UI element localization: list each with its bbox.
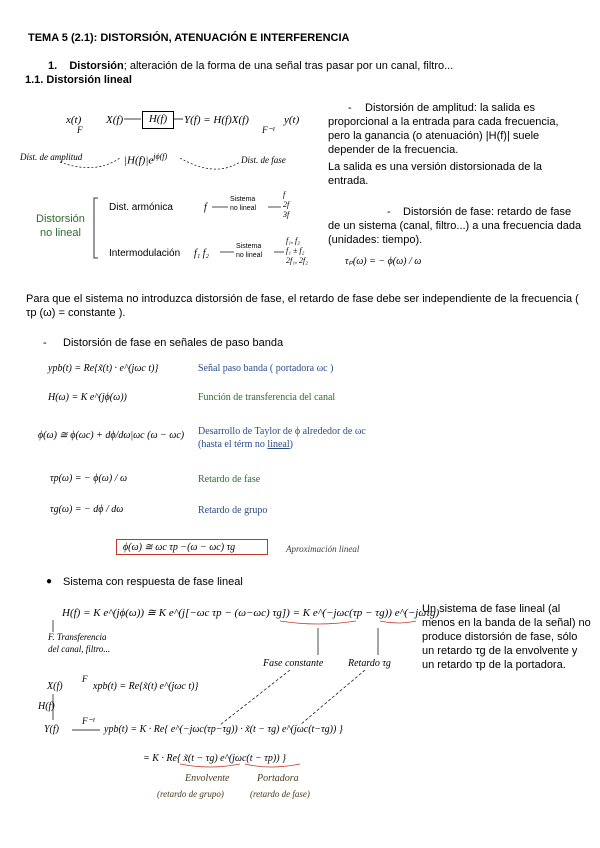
approx-box: ϕ(ω) ≅ ωc τp −(ω − ωc) τg [116, 539, 268, 555]
amp-text: Distorsión de amplitud: la salida es proporcional a la entrada para cada frecuencia, pero la ganancia (o atenuación) |H(f)| suele depender de la frecuencia. [328, 102, 559, 156]
sistema-label-2: Sistema [236, 243, 262, 250]
int-out-2: f₁ ± f₂ [286, 246, 305, 255]
sistema-label-1: Sistema [230, 196, 256, 203]
envolvente-sub: (retardo de grupo) [157, 789, 224, 799]
f-transform-label: F [77, 125, 83, 135]
dash-link-1 [220, 670, 290, 725]
Xf-label: X(f) [106, 114, 124, 126]
arm-out-3: 3f [283, 210, 290, 219]
phi-exponent: jϕ(f) [153, 152, 168, 161]
int-input-f1f2: f₁ f₂ [194, 248, 210, 259]
lp-ypb2: = K · Re{ x̃(t − τg) e^(jωc(t − τp)) } [143, 753, 287, 764]
no-lineal-label-2: no lineal [236, 252, 263, 259]
ft-label-2: del canal, filtro... [48, 644, 111, 654]
phase-formula: τₚ(ω) = − ϕ(ω) / ω [345, 256, 422, 267]
arm-out-1: f [283, 190, 286, 199]
lp-lines [53, 620, 378, 730]
H-magnitude: |H(f)|e [124, 154, 154, 167]
phase-curve [180, 158, 240, 169]
desc-taylor-1: Desarrollo de Taylor de ϕ alrededor de ωc [198, 426, 366, 437]
lp-F: F [82, 674, 88, 684]
lp-Yf: Y(f) [44, 724, 59, 735]
section-number: 1. [48, 60, 58, 72]
output-eq: Y(f) = H(f)X(f) [184, 114, 249, 126]
envolvente-label: Envolvente [185, 773, 230, 784]
f-inverse-label: F⁻¹ [262, 125, 275, 135]
no-lineal-line1: Distorsión [36, 213, 85, 225]
page-title: TEMA 5 (2.1): DISTORSIÓN, ATENUACIÓN E INTERFERENCIA [28, 32, 350, 44]
xt-label: x(t) [66, 114, 82, 126]
int-out-1: f₁, f₂ [286, 236, 301, 245]
amp-dash: - [348, 102, 352, 114]
passband-heading: Distorsión de fase en señales de paso banda [63, 337, 284, 349]
int-out-3: 2f₁, 2f₂ [286, 256, 309, 265]
dash-link-2 [300, 670, 365, 725]
ft-label-1: F. Transferencia [48, 632, 107, 642]
desc-H: Función de transferencia del canal [198, 392, 336, 403]
eq-ypb: ypb(t) = Re{x̃(t) · e^(jωc t)} [48, 363, 159, 374]
desc-taylor-2u: lineal [267, 439, 290, 450]
section-definition-text: ; alteración de la forma de una señal tras pasar por un canal, filtro... [123, 60, 454, 72]
desc-taylor-2a: (hasta el térm no [198, 439, 268, 450]
linear-side-note: Un sistema de fase lineal (al menos en la banda de la señal) no produce distorsión de fase, sólo un retardo τg de la envolvente y un retardo τp de la portadora. [422, 603, 591, 671]
desc-ypb: Señal paso banda ( portadora ωc ) [198, 363, 334, 374]
eq-tau-p: τp(ω) = − ϕ(ω) / ω [50, 473, 128, 484]
approx-label: Aproximación lineal [286, 544, 360, 554]
lp-xpb: xpb(t) = Re{x̃(t) e^(jωc t)} [93, 681, 199, 692]
desc-tau-p: Retardo de fase [198, 474, 261, 485]
arm-input-f: f [204, 202, 207, 213]
Hf-block: H(f) [142, 111, 174, 129]
subsection-title: 1.1. Distorsión lineal [25, 74, 132, 86]
intermodulacion: Intermodulación [109, 248, 181, 259]
brace-fase-const [280, 621, 356, 624]
brace-port [245, 764, 300, 767]
portadora-sub: (retardo de fase) [250, 789, 310, 799]
lp-Finv: F⁻¹ [82, 716, 95, 726]
eq-tau-g: τg(ω) = − dϕ / dω [50, 504, 124, 515]
desc-taylor-2end: ) [289, 439, 293, 450]
dist-armonica: Dist. armónica [109, 202, 173, 213]
retardo-label: Retardo τg [348, 658, 391, 669]
lp-Hf: H(f) [38, 701, 55, 712]
brace-no-lineal [94, 198, 98, 258]
arm-out-2: 2f [283, 200, 290, 209]
passband-bullet: - [43, 337, 47, 349]
phase-text: Distorsión de fase: retardo de fase de un sistema (canal, filtro...) a una frecuencia dada (unidades: tiempo). [328, 206, 582, 246]
linear-bullet: ● [46, 576, 53, 587]
amp-curve [60, 158, 120, 168]
nl-arrows [212, 207, 284, 252]
fase-constante-label: Fase constante [263, 658, 324, 669]
amp-text-2: La salida es una versión distorsionada de la entrada. [328, 161, 543, 187]
lp-Xf: X(f) [47, 681, 63, 692]
brace-env [180, 764, 240, 767]
eq-taylor: ϕ(ω) ≅ ϕ(ωc) + dϕ/dω|ωc (ω − ωc) [38, 430, 185, 441]
no-lineal-label-1: no lineal [230, 205, 257, 212]
paragraph-no-distortion: Para que el sistema no introduzca distorsión de fase, el retardo de fase debe ser independiente de la frecuencia ( τp (ω) = constante ). [26, 293, 579, 319]
linear-main-eq: H(f) = K e^(jϕ(ω)) ≅ K e^(j[−ωc τp − (ω−ωc) τg]) = K e^(−jωc(τp − τg)) e^(−jωτg) [62, 607, 440, 619]
dist-fase-label: Dist. de fase [241, 155, 286, 165]
eq-H: H(ω) = K e^(jϕ(ω)) [48, 392, 127, 403]
brace-retardo [380, 621, 416, 623]
portadora-label: Portadora [257, 773, 299, 784]
desc-tau-g: Retardo de grupo [198, 505, 268, 516]
yt-label: y(t) [284, 114, 300, 126]
linear-heading: Sistema con respuesta de fase lineal [63, 576, 243, 588]
lp-ypb: ypb(t) = K · Re{ e^(−jωc(τp−τg)) · x̃(t − τg) e^(jωc(t−τg)) } [104, 724, 343, 735]
phase-dash: - [387, 206, 391, 218]
no-lineal-line2: no lineal [39, 227, 81, 239]
red-underlines [180, 621, 416, 767]
section-term: Distorsión [69, 60, 124, 72]
dist-amplitud-label: Dist. de amplitud [20, 152, 83, 162]
